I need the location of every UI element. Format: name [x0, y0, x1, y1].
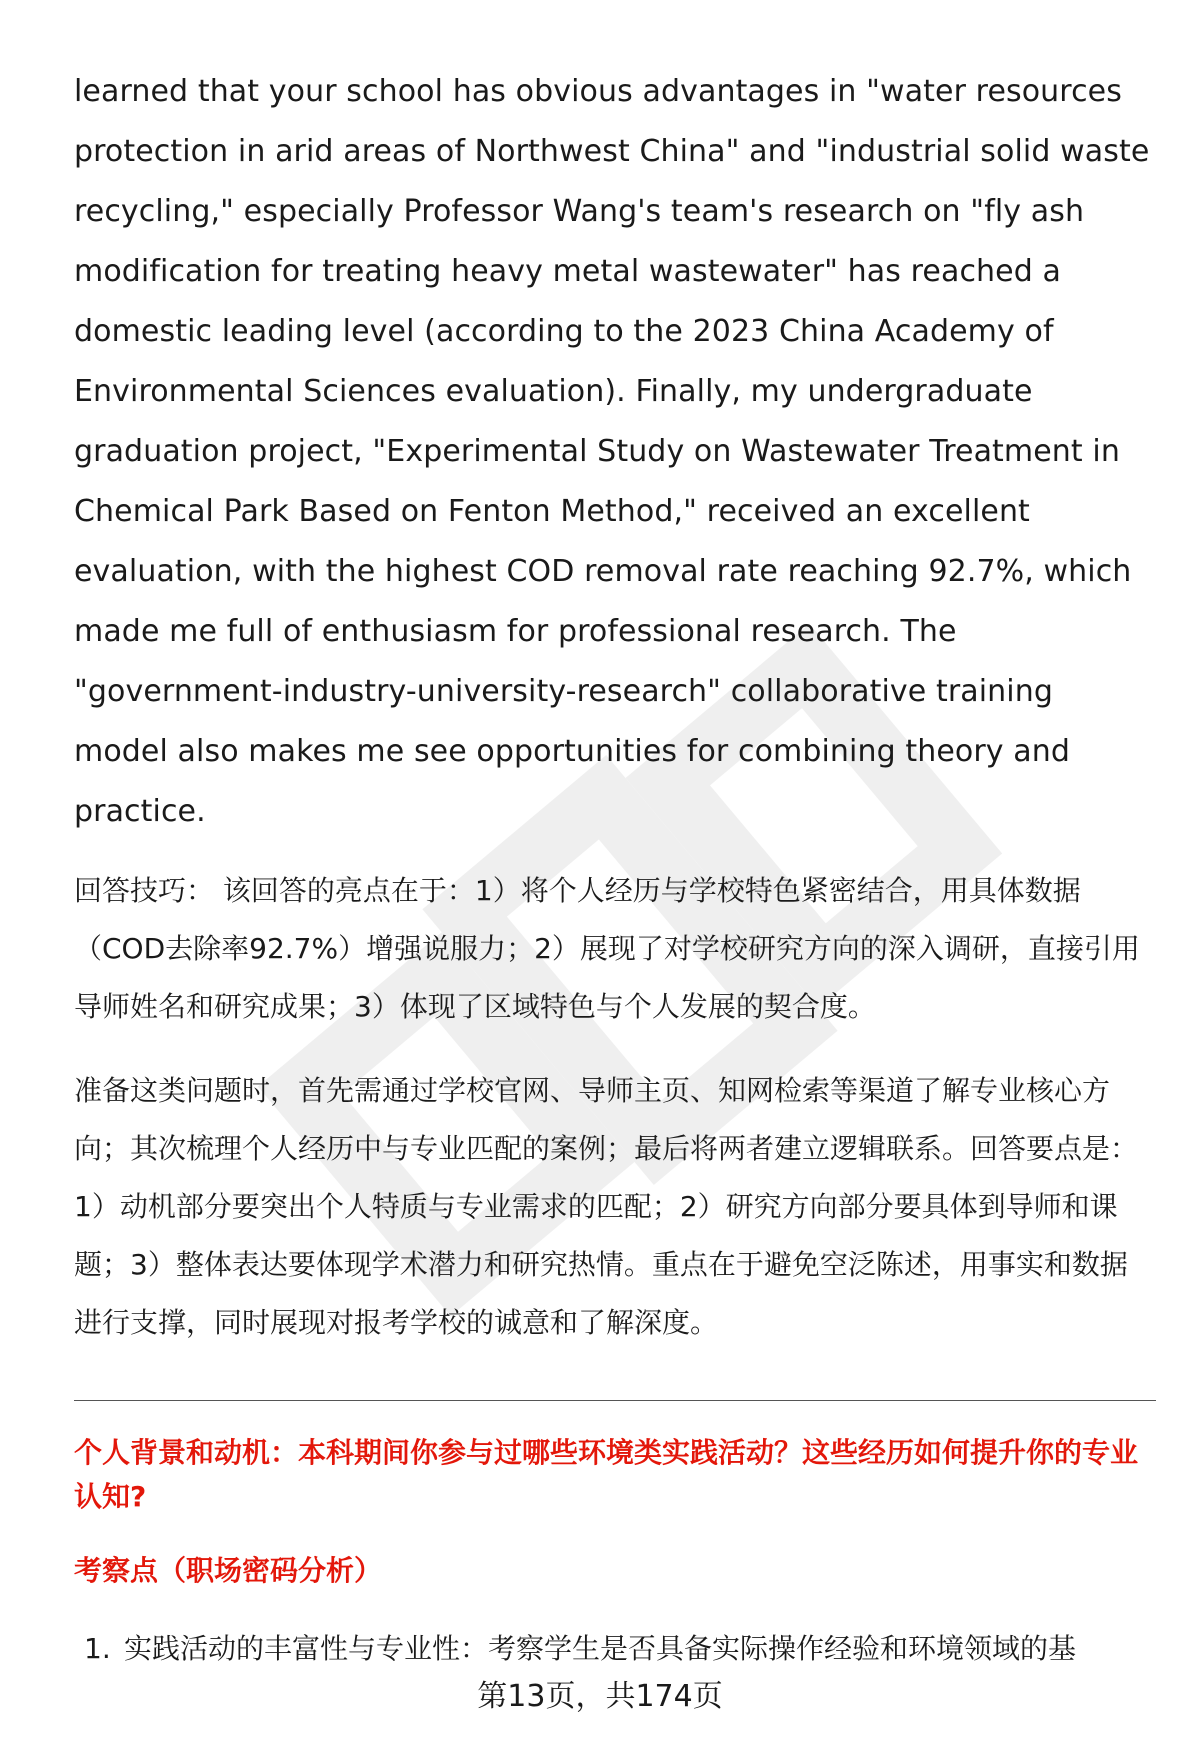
list-item — [74, 1627, 1154, 1671]
page-number-footer: 第13页，共174页 — [477, 1679, 723, 1714]
list-item-text: 实践活动的丰富性与专业性：考察学生是否具备实际操作经验和环境领域的基 — [124, 1632, 1077, 1665]
paragraph-english: learned that your school has obvious advantages in "water resources protection in arid areas of Northwest China" and "industrial solid waste recycling," especially Professor Wang's team's research on "fly ash modification for treating heavy metal wastewater" has reached a domestic leading level (according to the 2023 China Academy of Environmental Sciences evaluation). Finally, my undergraduate graduation project, "Experimental Study on Wastewater Treatment in Chemical Park Based on Fenton Method," received an excellent evaluation, with the highest COD removal rate reaching 92.7%, which made me full of enthusiasm for professional research. The "government-industry-university-research" collaborative training model also makes me see opportunities for combining theory and practice. — [74, 74, 1150, 829]
paragraph-answer-tip: 回答技巧： 该回答的亮点在于：1）将个人经历与学校特色紧密结合，用具体数据（COD去除率92.7%）增强说服力；2）展现了对学校研究方向的深入调研，直接引用导师姓名和研究成果；3）体现了区域特色与个人发展的契合度。 — [74, 874, 1140, 1023]
question-heading: 个人背景和动机：本科期间你参与过哪些环境类实践活动？这些经历如何提升你的专业认知? — [74, 1436, 1139, 1513]
page-content — [74, 62, 1154, 1671]
subheading-assessment: 考察点（职场密码分析） — [74, 1554, 383, 1587]
section-divider — [74, 1400, 1156, 1401]
list-item-number: 1. — [84, 1632, 111, 1665]
paragraph-preparation: 准备这类问题时，首先需通过学校官网、导师主页、知网检索等渠道了解专业核心方向；其次梳理个人经历中与专业匹配的案例；最后将两者建立逻辑联系。回答要点是：1）动机部分要突出个人特质与专业需求的匹配；2）研究方向部分要具体到导师和课题；3）整体表达要体现学术潜力和研究热情。重点在于避免空泛陈述，用事实和数据进行支撑，同时展现对报考学校的诚意和了解深度。 — [74, 1074, 1139, 1339]
